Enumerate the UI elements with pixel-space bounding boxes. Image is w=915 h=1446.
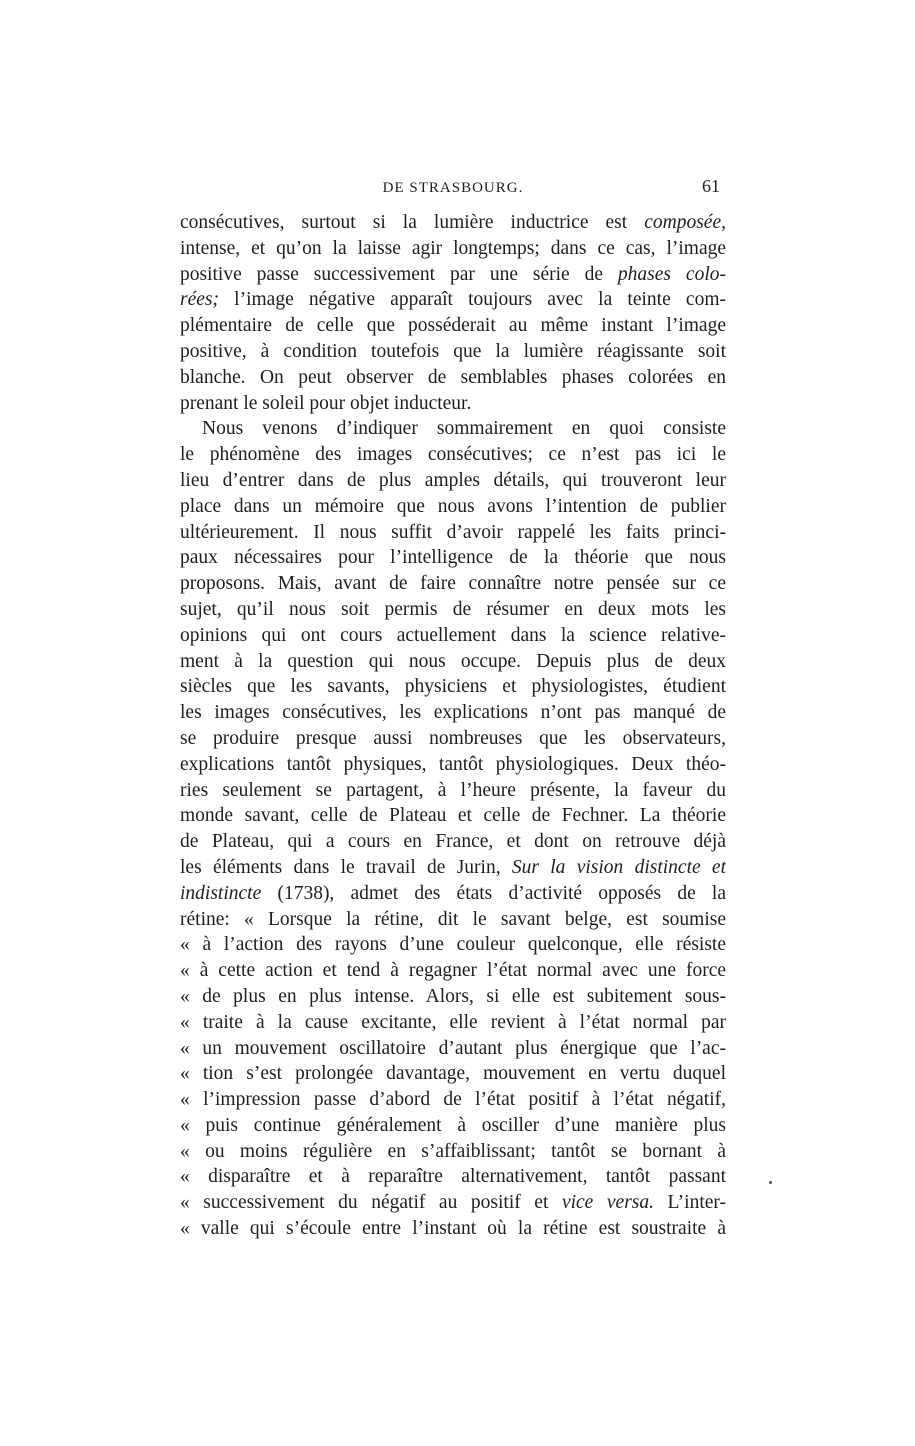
page-number: 61 xyxy=(702,176,720,196)
text-line: blanche. On peut observer de semblables phases colorées en xyxy=(180,366,726,388)
text-line: « l’impression passe d’abord de l’état positif à l’état négatif, xyxy=(180,1089,726,1111)
text-line: monde savant, celle de Plateau et celle de Fechner. La théorie xyxy=(180,805,726,827)
text-line: « ou moins régulière en s’affaiblissant; tantôt se bornant à xyxy=(180,1140,726,1162)
text-line: positive passe successivement par une série de phases colo- xyxy=(180,263,726,285)
text-line: « traite à la cause excitante, elle revient à l’état normal par xyxy=(180,1011,726,1033)
text-line: « à l’action des rayons d’une couleur quelconque, elle résiste xyxy=(180,934,726,956)
text-line: positive, à condition toutefois que la lumière réagissante soit xyxy=(180,340,726,362)
text-line: rées; l’image négative apparaît toujours avec la teinte com- xyxy=(180,289,726,311)
text-line: paux nécessaires pour l’intelligence de la théorie que nous xyxy=(180,547,726,569)
text-line: le phénomène des images consécutives; ce n’est pas ici le xyxy=(180,444,726,466)
text-line: ment à la question qui nous occupe. Depuis plus de deux xyxy=(180,650,726,672)
text-line: indistincte (1738), admet des états d’activité opposés de la xyxy=(180,882,726,904)
ink-speck xyxy=(769,1181,772,1184)
text-line: consécutives, surtout si la lumière inductrice est composée, xyxy=(180,212,726,233)
text-line: sujet, qu’il nous soit permis de résumer en deux mots les xyxy=(180,598,726,620)
text-line: les images consécutives, les explications n’ont pas manqué de xyxy=(180,702,726,724)
text-line: « un mouvement oscillatoire d’autant plus énergique que l’ac- xyxy=(180,1037,726,1059)
text-line: « valle qui s’écoule entre l’instant où la rétine est soustraite à xyxy=(180,1218,726,1240)
text-line: « disparaître et à reparaître alternativement, tantôt passant xyxy=(180,1166,726,1188)
text-line: ries seulement se partagent, à l’heure présente, la faveur du xyxy=(180,779,726,801)
text-line: ultérieurement. Il nous suffit d’avoir rappelé les faits princi- xyxy=(180,521,726,543)
text-line: prenant le soleil pour objet inducteur. xyxy=(180,392,472,414)
text-line: Nous venons d’indiquer sommairement en quoi consiste xyxy=(202,418,726,440)
text-line: plémentaire de celle que posséderait au même instant l’image xyxy=(180,315,726,337)
body-text xyxy=(180,210,726,1242)
text-line: « puis continue généralement à osciller d’une manière plus xyxy=(180,1114,726,1136)
text-line: intense, et qu’on la laisse agir longtemps; dans ce cas, l’image xyxy=(180,237,726,259)
text-line: proposons. Mais, avant de faire connaître notre pensée sur ce xyxy=(180,573,726,595)
text-line: siècles que les savants, physiciens et physiologistes, étudient xyxy=(180,676,726,698)
text-line: « de plus en plus intense. Alors, si elle est subitement sous- xyxy=(180,985,726,1007)
text-line: lieu d’entrer dans de plus amples détails, qui trouveront leur xyxy=(180,469,726,491)
text-line: de Plateau, qui a cours en France, et dont on retrouve déjà xyxy=(180,831,726,853)
running-head xyxy=(180,172,726,202)
text-line: les éléments dans le travail de Jurin, Sur la vision distincte et xyxy=(180,856,726,878)
text-line: « à cette action et tend à regagner l’état normal avec une force xyxy=(180,960,726,982)
running-head-title: DE STRASBOURG. xyxy=(382,180,524,196)
text-line: rétine: « Lorsque la rétine, dit le savant belge, est soumise xyxy=(180,908,726,930)
text-line: se produire presque aussi nombreuses que les observateurs, xyxy=(180,727,726,749)
text-line: « successivement du négatif au positif et vice versa. L’inter- xyxy=(180,1192,726,1214)
text-line: place dans un mémoire que nous avons l’intention de publier xyxy=(180,495,726,517)
text-line: opinions qui ont cours actuellement dans la science relative- xyxy=(180,624,726,646)
text-line: « tion s’est prolongée davantage, mouvement en vertu duquel xyxy=(180,1063,726,1085)
text-line: explications tantôt physiques, tantôt physiologiques. Deux théo- xyxy=(180,753,726,775)
